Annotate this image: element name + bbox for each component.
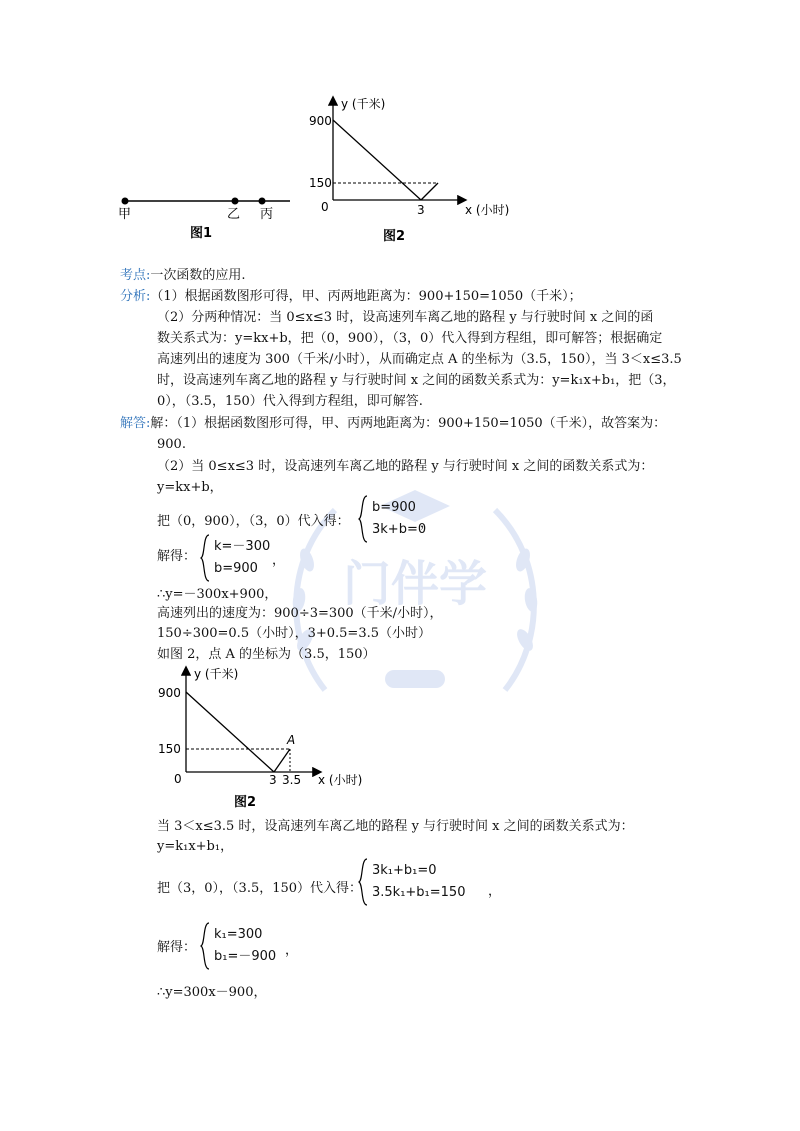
equation-1-comma: ， [420,516,434,531]
figure-1-label: 图1 [190,226,213,241]
jieda-text-8: 高速列出的速度为：900÷3=300（千米/小时）， [157,606,443,621]
equation-1-1: b=900 [372,500,416,515]
kaodian-tag: 考点: [120,268,151,283]
tick-3-5: 3.5 [282,773,302,787]
x-axis-label-2: x (小时) [318,773,363,787]
fenxi-text-1: （1）根据函数图形可得，甲、丙两地距离为：900+150=1050（千米）； [150,289,582,304]
equation-3-2: 3.5k₁+b₁=150 [372,885,466,900]
figure-1 [110,185,290,245]
fenxi-text-3: 数关系式为：y=kx+b，把（0，900），（3，0）代入得到方程组，即可解答；根据确定 [157,331,663,346]
jieda-text-5: 把（0，900），（3，0）代入得： [157,514,350,529]
y-axis-label-2: y (千米) [194,667,239,681]
equation-2-comma: ， [272,553,286,568]
figure-2-top [305,92,535,247]
tick-150-2: 150 [158,742,181,756]
fenxi-line-1 [120,288,582,305]
jieda-tag: 解答: [120,416,151,431]
jieda-text-11: 当 3＜x≤3.5 时，设高速列车离乙地的路程 y 与行驶时间 x 之间的函数关系式为： [157,819,634,834]
jieda-text-9: 150÷300=0.5（小时），3+0.5=3.5（小时） [157,626,431,641]
fenxi-text-6: 0），（3.5，150）代入得到方程组，即可解答. [157,394,423,409]
kaodian-text: 一次函数的应用. [150,268,246,283]
jieda-text-14: 解得： [157,940,197,955]
jieda-text-6: 解得： [157,549,197,564]
jieda-text-4: y=kx+b， [157,480,223,495]
equation-3-1: 3k₁+b₁=0 [372,863,437,878]
equation-4-comma: ， [285,943,299,958]
fenxi-tag: 分析: [120,289,151,304]
jieda-line-1 [120,415,666,432]
fenxi-text-2: （2）分两种情况：当 0≤x≤3 时，设高速列车离乙地的路程 y 与行驶时间 x 之间的函 [157,310,654,325]
jieda-text-2: 900. [157,437,186,452]
tick-150: 150 [309,176,332,190]
figure-2-bottom [150,662,380,812]
fenxi-text-5: 时，设高速列车离乙地的路程 y 与行驶时间 x 之间的函数关系式为：y=k₁x+b₁，把（3， [157,373,676,388]
point-yi: 乙 [227,207,241,222]
tick-3-2: 3 [269,773,277,787]
figure-2-bottom-label: 图2 [234,795,257,810]
equation-2-1: k=－300 [214,539,271,554]
tick-origin-2: 0 [174,772,182,786]
jieda-text-3: （2）当 0≤x≤3 时，设高速列车离乙地的路程 y 与行驶时间 x 之间的函数关系式为： [157,459,654,474]
jieda-text-13: 把（3，0），（3.5，150）代入得： [157,881,363,896]
tick-origin: 0 [321,200,329,214]
jieda-text-1: 解：（1）根据函数图形可得，甲、丙两地距离为：900+150=1050（千米），故答案为： [150,416,667,431]
tick-900-2: 900 [158,686,181,700]
equation-1-2: 3k+b=0 [372,522,427,537]
tick-3: 3 [417,203,425,217]
kaodian-line [120,267,246,284]
point-bing: 丙 [260,207,274,222]
equation-4-1: k₁=300 [214,927,263,942]
jieda-text-15: ∴y=300x－900， [157,985,267,1000]
equation-4-2: b₁=－900 [214,949,277,964]
jieda-text-12: y=k₁x+b₁， [157,839,234,854]
fenxi-text-4: 高速列出的速度为 300（千米/小时），从而确定点 A 的坐标为（3.5，150），当 3＜x≤3.5 [157,352,682,367]
jieda-text-7: ∴y=－300x+900， [157,587,278,602]
equation-3-comma: ， [488,884,502,899]
equation-2-2: b=900 [214,561,258,576]
tick-900: 900 [309,114,332,128]
point-jia: 甲 [118,207,132,222]
x-axis-label: x (小时) [465,203,510,217]
figure-2-label: 图2 [383,229,406,244]
watermark-text: 门伴学 [342,556,488,612]
point-a-label: A [287,733,296,747]
y-axis-label: y (千米) [341,97,386,111]
jieda-text-10: 如图 2，点 A 的坐标为（3.5，150） [157,647,376,662]
